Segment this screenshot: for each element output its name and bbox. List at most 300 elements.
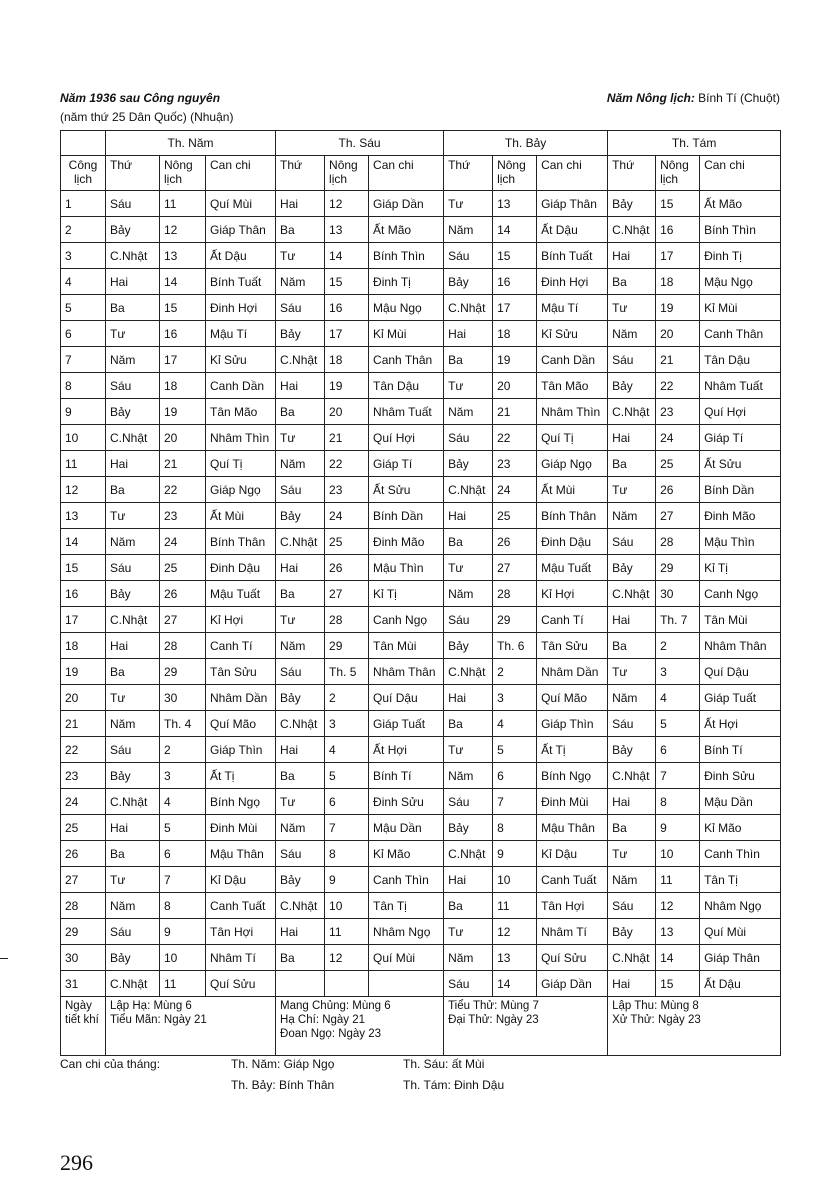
cell-lunar-day: 23 <box>493 451 537 477</box>
cell-ganzhi: Kỉ Hợi <box>206 607 276 633</box>
cell-lunar-day: 12 <box>160 217 206 243</box>
cell-day: 28 <box>61 893 106 919</box>
cell-lunar-day: 5 <box>493 737 537 763</box>
cell-lunar-day: 15 <box>160 295 206 321</box>
solar-terms-row <box>61 997 781 1056</box>
table-row <box>61 919 781 945</box>
cell-ganzhi: Bính Tí <box>700 737 781 763</box>
cell-ganzhi: Tân Hợi <box>206 919 276 945</box>
cell-weekday: Năm <box>608 503 656 529</box>
cell-weekday: Ba <box>276 399 325 425</box>
cell-day: 8 <box>61 373 106 399</box>
cell-ganzhi: Nhâm Tuất <box>369 399 444 425</box>
cell-day: 10 <box>61 425 106 451</box>
cell-ganzhi: Tân Hợi <box>537 893 608 919</box>
solar-terms-cell <box>106 997 276 1056</box>
cell-lunar-day: 6 <box>656 737 700 763</box>
cell-ganzhi: Đinh Mão <box>369 529 444 555</box>
cell-weekday: Năm <box>106 711 160 737</box>
month-header: Th. Tám <box>608 131 781 156</box>
cell-lunar-day: 21 <box>325 425 369 451</box>
cell-weekday: Ba <box>608 451 656 477</box>
cell-ganzhi: Ất Tị <box>537 737 608 763</box>
cell-lunar-day: 15 <box>656 191 700 217</box>
cell-lunar-day: 9 <box>160 919 206 945</box>
cell-ganzhi: Tân Dậu <box>700 347 781 373</box>
cell-ganzhi: Tân Mùi <box>369 633 444 659</box>
table-row <box>61 269 781 295</box>
cell-ganzhi: Ất Dậu <box>537 217 608 243</box>
cell-lunar-day: 10 <box>160 945 206 971</box>
cell-day: 7 <box>61 347 106 373</box>
cell-ganzhi: Canh Ngọ <box>369 607 444 633</box>
col-header-nong-lich: Nông lịch <box>656 156 700 191</box>
col-header-can-chi: Can chi <box>369 156 444 191</box>
cell-weekday: Sáu <box>608 529 656 555</box>
cell-weekday: Tư <box>444 191 493 217</box>
cell-weekday: Năm <box>276 815 325 841</box>
cell-weekday: Tư <box>276 243 325 269</box>
cell-lunar-day: 11 <box>325 919 369 945</box>
cell-weekday: Năm <box>106 347 160 373</box>
table-row <box>61 321 781 347</box>
cell-ganzhi: Bính Thìn <box>700 217 781 243</box>
cell-ganzhi: Đinh Tị <box>700 243 781 269</box>
cell-ganzhi: Quí Mão <box>206 711 276 737</box>
cell-weekday: Năm <box>106 529 160 555</box>
cell-lunar-day: 4 <box>656 685 700 711</box>
cell-ganzhi: Giáp Ngọ <box>206 477 276 503</box>
col-header-thu: Thứ <box>608 156 656 191</box>
cell-day: 30 <box>61 945 106 971</box>
col-header-thu: Thứ <box>106 156 160 191</box>
cell-ganzhi: Canh Thân <box>369 347 444 373</box>
cell-lunar-day: 25 <box>160 555 206 581</box>
cell-weekday: Ba <box>276 763 325 789</box>
cell-ganzhi: Nhâm Thìn <box>537 399 608 425</box>
cell-weekday: Sáu <box>106 191 160 217</box>
cell-day: 9 <box>61 399 106 425</box>
cell-weekday: C.Nhật <box>106 243 160 269</box>
cell-ganzhi: Mậu Thân <box>206 841 276 867</box>
cell-day: 29 <box>61 919 106 945</box>
cell-lunar-day: 28 <box>160 633 206 659</box>
cell-lunar-day: 3 <box>325 711 369 737</box>
cell-weekday: Sáu <box>444 607 493 633</box>
cell-ganzhi: Quí Tị <box>206 451 276 477</box>
col-header-nong-lich: Nông lịch <box>493 156 537 191</box>
cell-ganzhi: Ất Mùi <box>206 503 276 529</box>
cell-ganzhi: Nhâm Tuất <box>700 373 781 399</box>
cell-weekday: Sáu <box>106 919 160 945</box>
month-ganzhi-m7: Th. Bảy: Bính Thân <box>231 1078 335 1092</box>
cell-weekday: Bảy <box>608 555 656 581</box>
cell-lunar-day: 9 <box>325 867 369 893</box>
cell-lunar-day: 15 <box>493 243 537 269</box>
cell-day: 24 <box>61 789 106 815</box>
cell-lunar-day: 17 <box>493 295 537 321</box>
cell-weekday: Bảy <box>276 321 325 347</box>
cell-ganzhi: Ất Tị <box>206 763 276 789</box>
cell-lunar-day: 30 <box>656 581 700 607</box>
table-row <box>61 373 781 399</box>
solar-term: Lập Thu: Mùng 8 <box>612 1000 699 1012</box>
cell-weekday: Sáu <box>106 737 160 763</box>
cell-lunar-day: 8 <box>493 815 537 841</box>
cell-lunar-day: 22 <box>656 373 700 399</box>
cell-day: 5 <box>61 295 106 321</box>
page-number: 296 <box>60 1150 93 1175</box>
cell-weekday: Bảy <box>276 867 325 893</box>
cell-lunar-day: 16 <box>493 269 537 295</box>
cell-lunar-day: 19 <box>493 347 537 373</box>
cell-ganzhi: Đinh Mùi <box>206 815 276 841</box>
cell-ganzhi: Tân Dậu <box>369 373 444 399</box>
cell-weekday: Bảy <box>444 451 493 477</box>
table-row <box>61 529 781 555</box>
cell-weekday: Tư <box>444 737 493 763</box>
cell-weekday: Bảy <box>106 945 160 971</box>
cell-ganzhi: Mậu Thìn <box>369 555 444 581</box>
month-header: Th. Năm <box>106 131 276 156</box>
cell-weekday: Bảy <box>608 373 656 399</box>
cell-weekday: Ba <box>444 893 493 919</box>
cell-weekday: Ba <box>444 347 493 373</box>
cell-lunar-day: 30 <box>160 685 206 711</box>
cell-ganzhi <box>369 971 444 997</box>
cell-weekday: Năm <box>608 685 656 711</box>
cell-ganzhi: Bính Ngọ <box>206 789 276 815</box>
cell-lunar-day: 2 <box>493 659 537 685</box>
cell-weekday: Tư <box>106 867 160 893</box>
cell-ganzhi: Quí Dậu <box>700 659 781 685</box>
cell-lunar-day: 18 <box>160 373 206 399</box>
cell-lunar-day: 13 <box>160 243 206 269</box>
cell-lunar-day: 2 <box>325 685 369 711</box>
cell-weekday: C.Nhật <box>608 581 656 607</box>
month-ganzhi-m6: Th. Sáu: ất Mùi <box>403 1057 485 1071</box>
cell-ganzhi: Kỉ Mão <box>369 841 444 867</box>
cell-weekday: Tư <box>608 295 656 321</box>
cell-lunar-day: 15 <box>656 971 700 997</box>
cell-ganzhi: Canh Tuất <box>206 893 276 919</box>
cell-ganzhi: Canh Thìn <box>369 867 444 893</box>
cell-weekday: Ba <box>608 815 656 841</box>
table-row <box>61 503 781 529</box>
cell-lunar-day: 12 <box>656 893 700 919</box>
cell-ganzhi: Đinh Mão <box>700 503 781 529</box>
table-row <box>61 347 781 373</box>
cell-day: 2 <box>61 217 106 243</box>
month-ganzhi-m5: Th. Năm: Giáp Ngọ <box>231 1057 335 1071</box>
table-row <box>61 737 781 763</box>
cell-lunar-day: 10 <box>493 867 537 893</box>
cell-ganzhi: Giáp Tí <box>369 451 444 477</box>
cell-weekday: Sáu <box>608 347 656 373</box>
cell-ganzhi: Canh Thìn <box>700 841 781 867</box>
cell-ganzhi: Kỉ Tị <box>700 555 781 581</box>
cell-weekday: Năm <box>276 269 325 295</box>
cell-lunar-day: 24 <box>160 529 206 555</box>
cell-ganzhi: Giáp Thân <box>537 191 608 217</box>
cell-ganzhi: Đinh Hợi <box>206 295 276 321</box>
cell-weekday: Năm <box>276 633 325 659</box>
cell-lunar-day: 14 <box>493 971 537 997</box>
cell-lunar-day: 24 <box>656 425 700 451</box>
cell-lunar-day: 9 <box>656 815 700 841</box>
cell-lunar-day: 25 <box>493 503 537 529</box>
cell-ganzhi: Đinh Dậu <box>537 529 608 555</box>
cell-lunar-day: 14 <box>656 945 700 971</box>
cell-weekday: Ba <box>276 945 325 971</box>
table-row <box>61 945 781 971</box>
solar-term: Lập Hạ: Mùng 6 <box>110 1000 192 1012</box>
col-header-can-chi: Can chi <box>206 156 276 191</box>
cell-ganzhi: Tân Mão <box>537 373 608 399</box>
cell-lunar-day: 27 <box>160 607 206 633</box>
cell-day: 19 <box>61 659 106 685</box>
cell-weekday: Hai <box>276 373 325 399</box>
table-row <box>61 607 781 633</box>
cell-ganzhi: Đinh Hợi <box>537 269 608 295</box>
cell-lunar-day: 5 <box>325 763 369 789</box>
cell-weekday: Hai <box>608 607 656 633</box>
cell-ganzhi: Ất Dậu <box>206 243 276 269</box>
table-row <box>61 295 781 321</box>
cell-lunar-day: 13 <box>493 945 537 971</box>
cell-weekday: Bảy <box>444 815 493 841</box>
cell-ganzhi: Mậu Tí <box>206 321 276 347</box>
cell-ganzhi: Nhâm Ngọ <box>369 919 444 945</box>
cell-ganzhi: Quí Hợi <box>700 399 781 425</box>
cell-weekday: Tư <box>106 321 160 347</box>
cell-lunar-day: 10 <box>325 893 369 919</box>
cell-ganzhi: Kỉ Mùi <box>369 321 444 347</box>
cell-day: 15 <box>61 555 106 581</box>
cell-lunar-day: 21 <box>493 399 537 425</box>
cell-weekday: Bảy <box>276 503 325 529</box>
cell-ganzhi: Nhâm Thìn <box>206 425 276 451</box>
cell-ganzhi: Đinh Mùi <box>537 789 608 815</box>
cell-lunar-day: 29 <box>325 633 369 659</box>
cell-day: 11 <box>61 451 106 477</box>
cell-ganzhi: Nhâm Tí <box>537 919 608 945</box>
col-header-thu: Thứ <box>276 156 325 191</box>
cell-day: 18 <box>61 633 106 659</box>
cell-lunar-day: 29 <box>656 555 700 581</box>
cell-ganzhi: Bính Dần <box>369 503 444 529</box>
cell-lunar-day: 16 <box>656 217 700 243</box>
cell-ganzhi: Bính Tí <box>369 763 444 789</box>
cell-ganzhi: Nhâm Ngọ <box>700 893 781 919</box>
cell-lunar-day: 12 <box>325 945 369 971</box>
cell-ganzhi: Giáp Thân <box>700 945 781 971</box>
table-row <box>61 685 781 711</box>
cell-lunar-day: 17 <box>160 347 206 373</box>
cell-lunar-day: 10 <box>656 841 700 867</box>
cell-lunar-day: 25 <box>656 451 700 477</box>
cell-ganzhi: Tân Sửu <box>537 633 608 659</box>
cell-day: 26 <box>61 841 106 867</box>
cell-lunar-day: 11 <box>493 893 537 919</box>
cell-lunar-day: 29 <box>493 607 537 633</box>
cell-ganzhi: Mậu Tuất <box>206 581 276 607</box>
cell-day: 31 <box>61 971 106 997</box>
column-header-row <box>61 156 781 191</box>
cell-day: 3 <box>61 243 106 269</box>
cell-ganzhi: Mậu Thìn <box>700 529 781 555</box>
cell-day: 20 <box>61 685 106 711</box>
month-header-row <box>61 131 781 156</box>
table-row <box>61 425 781 451</box>
cell-lunar-day: 13 <box>493 191 537 217</box>
republic-year-note: (năm thứ 25 Dân Quốc) (Nhuận) <box>60 110 234 124</box>
cell-lunar-day: 27 <box>656 503 700 529</box>
cell-weekday: Ba <box>608 633 656 659</box>
cell-ganzhi: Kỉ Tị <box>369 581 444 607</box>
cell-lunar-day: 3 <box>160 763 206 789</box>
cell-lunar-day: 14 <box>325 243 369 269</box>
cell-day: 12 <box>61 477 106 503</box>
cell-lunar-day: 22 <box>160 477 206 503</box>
cell-weekday: Năm <box>276 451 325 477</box>
cell-weekday: C.Nhật <box>444 477 493 503</box>
cell-weekday: Tư <box>276 789 325 815</box>
cell-weekday: Ba <box>106 295 160 321</box>
table-row <box>61 555 781 581</box>
cell-weekday: Bảy <box>106 763 160 789</box>
cell-lunar-day: 19 <box>656 295 700 321</box>
cell-ganzhi: Giáp Thìn <box>206 737 276 763</box>
cell-day: 4 <box>61 269 106 295</box>
table-row <box>61 399 781 425</box>
cell-ganzhi: Nhâm Thân <box>369 659 444 685</box>
cell-ganzhi: Ất Mùi <box>537 477 608 503</box>
cell-lunar-day: 26 <box>493 529 537 555</box>
cell-weekday: Hai <box>608 243 656 269</box>
month-ganzhi-m8: Th. Tám: Đinh Dậu <box>403 1078 505 1092</box>
cell-weekday: C.Nhật <box>444 659 493 685</box>
cell-ganzhi: Ất Hợi <box>369 737 444 763</box>
cell-lunar-day: 7 <box>656 763 700 789</box>
cell-lunar-day: 28 <box>656 529 700 555</box>
table-row <box>61 217 781 243</box>
table-row <box>61 451 781 477</box>
cell-lunar-day: 16 <box>160 321 206 347</box>
cell-ganzhi: Quí Sửu <box>537 945 608 971</box>
cell-lunar-day: 11 <box>656 867 700 893</box>
cell-ganzhi: Tân Mùi <box>700 607 781 633</box>
cell-weekday: C.Nhật <box>106 425 160 451</box>
cell-ganzhi: Mậu Ngọ <box>369 295 444 321</box>
cell-ganzhi: Quí Hợi <box>369 425 444 451</box>
cell-ganzhi: Giáp Thìn <box>537 711 608 737</box>
cell-weekday: Sáu <box>276 841 325 867</box>
cell-lunar-day: 7 <box>160 867 206 893</box>
cell-ganzhi: Bính Dần <box>700 477 781 503</box>
cell-weekday: Tư <box>608 477 656 503</box>
table-row <box>61 893 781 919</box>
cell-lunar-day: 18 <box>325 347 369 373</box>
cell-weekday: Hai <box>444 321 493 347</box>
cell-ganzhi: Ất Sửu <box>700 451 781 477</box>
cell-ganzhi: Đinh Sửu <box>700 763 781 789</box>
cell-weekday: Bảy <box>106 399 160 425</box>
cell-weekday: Năm <box>444 581 493 607</box>
cell-lunar-day: 20 <box>656 321 700 347</box>
cell-weekday: Bảy <box>608 919 656 945</box>
cell-weekday: Hai <box>608 789 656 815</box>
cell-lunar-day: 24 <box>325 503 369 529</box>
cell-weekday: Hai <box>276 919 325 945</box>
cell-day: 21 <box>61 711 106 737</box>
cell-weekday: Năm <box>444 945 493 971</box>
cell-lunar-day: 2 <box>160 737 206 763</box>
cell-lunar-day: 13 <box>656 919 700 945</box>
table-row <box>61 581 781 607</box>
cell-lunar-day: 4 <box>493 711 537 737</box>
cell-weekday: C.Nhật <box>608 399 656 425</box>
cell-weekday: Hai <box>106 451 160 477</box>
month-header: Th. Sáu <box>276 131 444 156</box>
cell-weekday: C.Nhật <box>444 841 493 867</box>
cell-ganzhi: Quí Mùi <box>206 191 276 217</box>
cell-lunar-day: 4 <box>325 737 369 763</box>
cell-weekday: C.Nhật <box>276 347 325 373</box>
table-row <box>61 243 781 269</box>
cell-weekday: Ba <box>106 477 160 503</box>
cell-weekday: Sáu <box>444 243 493 269</box>
cell-weekday: Năm <box>444 399 493 425</box>
month-ganzhi-label: Can chi của tháng: <box>60 1057 161 1071</box>
cell-weekday: Tư <box>608 841 656 867</box>
cell-lunar-day: 22 <box>325 451 369 477</box>
cell-ganzhi: Giáp Tí <box>700 425 781 451</box>
cell-ganzhi: Quí Dậu <box>369 685 444 711</box>
cell-ganzhi: Ất Mão <box>700 191 781 217</box>
cell-weekday: Hai <box>444 867 493 893</box>
cell-lunar-day: 29 <box>160 659 206 685</box>
cell-weekday: Tư <box>106 685 160 711</box>
cell-ganzhi: Bính Thân <box>537 503 608 529</box>
cell-ganzhi: Tân Sửu <box>206 659 276 685</box>
cell-ganzhi: Canh Thân <box>700 321 781 347</box>
cell-weekday: Năm <box>444 217 493 243</box>
solar-term: Đoan Ngọ: Ngày 23 <box>280 1028 382 1040</box>
cell-weekday: Sáu <box>106 373 160 399</box>
table-row <box>61 815 781 841</box>
cell-lunar-day: 5 <box>656 711 700 737</box>
cell-day: 16 <box>61 581 106 607</box>
cell-ganzhi: Kỉ Mão <box>700 815 781 841</box>
cell-ganzhi: Quí Mùi <box>700 919 781 945</box>
cell-lunar-day: 6 <box>493 763 537 789</box>
cell-lunar-day: 18 <box>493 321 537 347</box>
cell-day: 6 <box>61 321 106 347</box>
cell-ganzhi: Kỉ Dậu <box>537 841 608 867</box>
solar-terms-cell <box>444 997 608 1056</box>
cell-weekday: Sáu <box>276 477 325 503</box>
table-row <box>61 191 781 217</box>
col-header-nong-lich: Nông lịch <box>325 156 369 191</box>
cell-lunar-day: 7 <box>325 815 369 841</box>
solar-term: Đại Thử: Ngày 23 <box>448 1014 539 1026</box>
cell-weekday: C.Nhật <box>276 893 325 919</box>
corner-cell <box>61 131 106 156</box>
cell-ganzhi: Quí Mão <box>537 685 608 711</box>
cell-lunar-day: 7 <box>493 789 537 815</box>
cell-ganzhi: Canh Ngọ <box>700 581 781 607</box>
